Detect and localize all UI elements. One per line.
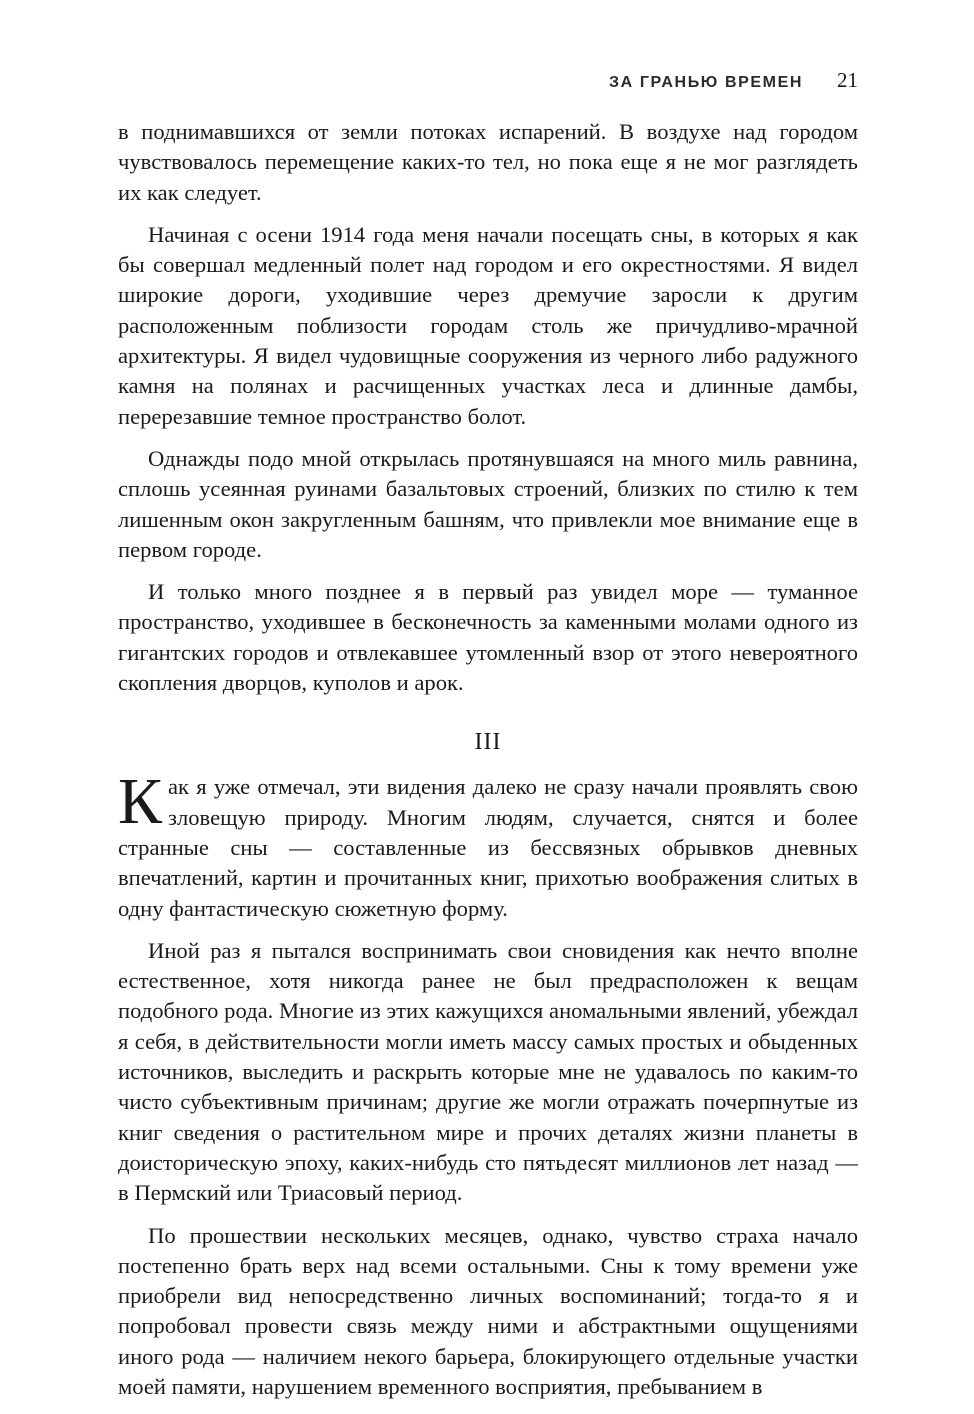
- paragraph: Однажды подо мной открылась протянувшаяся на много миль равнина, сплошь усеянная руинами базальтовых строений, близких по стилю к тем лишенным окон закругленным башням, что привлекли мое внимание еще в первом городе.: [118, 445, 858, 562]
- page-number: 21: [837, 68, 858, 92]
- paragraph: По прошествии нескольких месяцев, однако, чувство страха начало постепенно брать верх над всеми остальными. Сны к тому времени уже приобрели вид непосредственно личных воспоминаний; тогда-то я и попробовал провести связь между ними и абстрактными ощущениями иного рода — наличием некого барьера, блокирующего отдельные участки моей памяти, нарушением временного восприятия, пребыванием в: [118, 1222, 858, 1399]
- paragraph-continued: в поднимавшихся от земли потоках испарений. В воздухе над городом чувствовалось перемещение каких-то тел, но пока еще я не мог разглядеть их как следует.: [118, 119, 858, 205]
- paragraph: Начиная с осени 1914 года меня начали посещать сны, в которых я как бы совершал медленный полет над городом и его окрестностями. Я видел широкие дороги, уходившие через дремучие заросли к другим расположенным поблизости городам столь же причудливо-мрачной архитектуры. Я видел чудовищные сооружения из черного либо радужного камня на полянах и расчищенных участках леса и длинные дамбы, перерезавшие темное пространство болот.: [118, 221, 858, 429]
- section-opening-paragraph: [118, 765, 858, 923]
- section-heading: III: [474, 729, 502, 756]
- body-text: [118, 117, 858, 1414]
- opening-text: ак я уже отмечал, эти видения далеко не сразу начали проявлять свою зловещую природу. Многим людям, случается, снятся и более странные сны — составленные из бессвязных обрывков дневных впечатлений, картин и прочитанных книг, прихотью воображения слитых в одну фантастическую сюжетную форму.: [118, 774, 858, 921]
- paragraph: Иной раз я пытался воспринимать свои сновидения как нечто вполне естественное, хотя никогда ранее не был предрасположен к вещам подобного рода. Многие из этих кажущихся аномальными явлений, убеждал я себя, в действительности могли иметь массу самых простых и обыденных источников, выследить и раскрыть которые мне не удавалось по каким-то чисто субъективным причинам; другие же могли отражать почерпнутые из книг сведения о растительном мире и прочих деталях жизни планеты в доисторическую эпоху, каких-нибудь сто пятьдесят миллионов лет назад — в Пермский или Триасовый период.: [118, 937, 858, 1206]
- running-head-title: ЗА ГРАНЬЮ ВРЕМЕН: [609, 74, 803, 91]
- paragraph: И только много позднее я в первый раз увидел море — туманное пространство, уходившее в бесконечность за каменными молами одного из гигантских городов и отвлекавшее утомленный взор от этого невероятного скопления дворцов, куполов и арок.: [118, 579, 858, 696]
- running-head: [118, 68, 858, 93]
- drop-cap: К: [118, 765, 163, 839]
